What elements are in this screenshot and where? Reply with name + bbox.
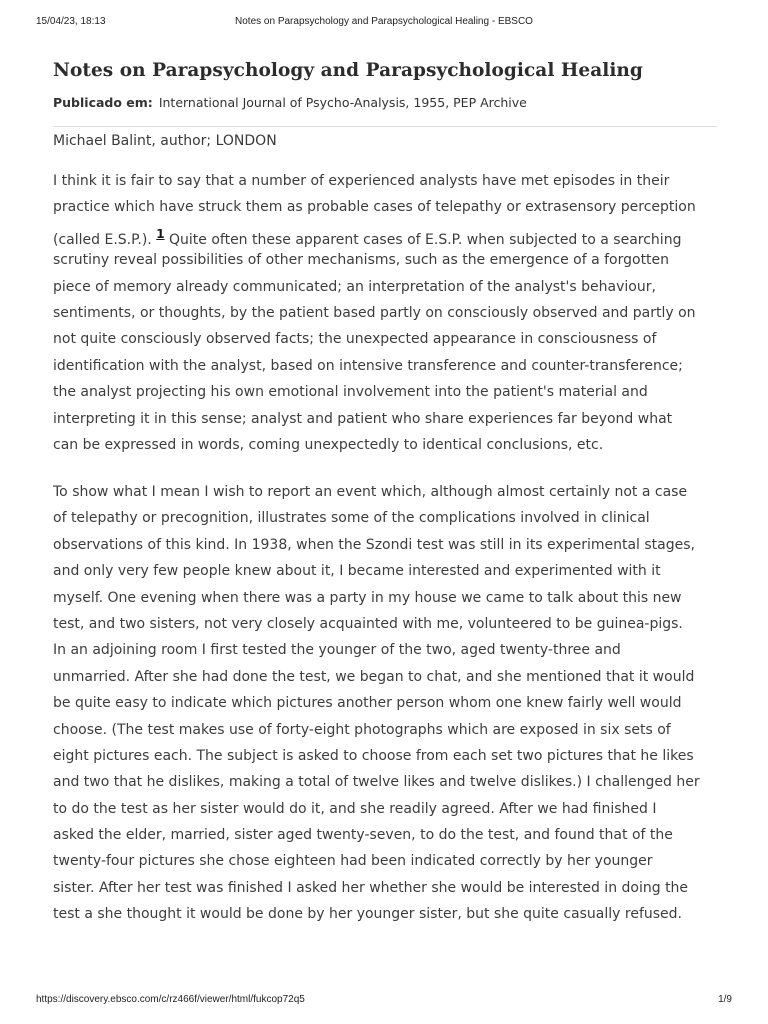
text-line: To show what I mean I wish to report an event which, although almost certainly not a case	[53, 484, 688, 500]
text-line: interpreting it in this sense; analyst and patient who share experiences far beyond what	[53, 410, 673, 427]
footnote-link[interactable]: 1	[156, 226, 165, 241]
text-line: eight pictures each. The subject is asked to choose from each set two pictures that he likes	[53, 747, 694, 764]
text-segment: (called E.S.P.).	[53, 231, 157, 248]
header-divider	[53, 126, 717, 127]
paragraph-1	[53, 168, 723, 458]
text-line: be quite easy to indicate which pictures another person whom one knew fairly well would	[53, 695, 682, 712]
published-in	[53, 94, 733, 112]
paragraph-2	[53, 479, 723, 928]
print-header	[36, 16, 732, 30]
article-title: Notes on Parapsychology and Parapsychological Healing	[53, 60, 643, 81]
text-line: sister. After her test was finished I asked her whether she would be interested in doing the	[53, 879, 689, 896]
text-line: twenty-four pictures she chose eighteen had been indicated correctly by her younger	[53, 853, 653, 870]
text-line: myself. One evening when there was a party in my house we came to talk about this new	[53, 589, 682, 606]
text-line: and two that he dislikes, making a total of twelve likes and twelve dislikes.) I challenged her	[53, 774, 700, 791]
page-number: 1/9	[718, 994, 732, 1005]
text-line: not quite consciously observed facts; the unexpected appearance in consciousness of	[53, 331, 657, 348]
text-line: sentiments, or thoughts, by the patient based partly on consciously observed and partly on	[53, 304, 696, 321]
text-line: asked the elder, married, sister aged twenty-seven, to do the test, and found that of the	[53, 827, 673, 844]
text-line: practice which have struck them as probable cases of telepathy or extrasensory perception	[53, 199, 696, 216]
published-source: International Journal of Psycho-Analysis, 1955, PEP Archive	[158, 95, 527, 110]
text-line	[53, 221, 723, 247]
print-page-title: Notes on Parapsychology and Parapsychological Healing - EBSCO	[235, 16, 533, 27]
print-datetime: 15/04/23, 18:13	[36, 16, 106, 27]
text-line: test, and two sisters, not very closely acquainted with me, volunteered to be guinea-pigs.	[53, 615, 683, 632]
text-line: In an adjoining room I first tested the younger of the two, aged twenty-three and	[53, 642, 621, 659]
author-line: Michael Balint, author; LONDON	[53, 133, 277, 149]
text-line: I think it is fair to say that a number of experienced analysts have met episodes in their	[53, 173, 670, 189]
print-url: https://discovery.ebsco.com/c/rz466f/viewer/html/fukcop72q5	[36, 994, 305, 1005]
published-label: Publicado em:	[53, 95, 153, 110]
print-footer	[36, 994, 732, 1008]
text-segment: Quite often these apparent cases of E.S.P. when subjected to a searching	[164, 231, 682, 248]
text-line: scrutiny reveal possibilities of other mechanisms, such as the emergence of a forgotten	[53, 252, 670, 269]
text-line: test a she thought it would be done by her younger sister, but she quite casually refused.	[53, 906, 683, 923]
text-line: unmarried. After she had done the test, we began to chat, and she mentioned that it would	[53, 668, 695, 685]
text-line: and only very few people knew about it, I became interested and experimented with it	[53, 563, 661, 580]
text-line: of telepathy or precognition, illustrates some of the complications involved in clinical	[53, 510, 650, 527]
text-line: to do the test as her sister would do it, and she readily agreed. After we had finished I	[53, 800, 657, 817]
text-line: identification with the analyst, based on intensive transference and counter-transference;	[53, 357, 683, 374]
text-line: observations of this kind. In 1938, when the Szondi test was still in its experimental stages,	[53, 536, 695, 553]
text-line: piece of memory already communicated; an interpretation of the analyst's behaviour,	[53, 278, 656, 295]
text-line: can be expressed in words, coming unexpectedly to identical conclusions, etc.	[53, 436, 604, 453]
text-line: choose. (The test makes use of forty-eight photographs which are exposed in six sets of	[53, 721, 671, 738]
text-line: the analyst projecting his own emotional involvement into the patient's material and	[53, 384, 648, 401]
